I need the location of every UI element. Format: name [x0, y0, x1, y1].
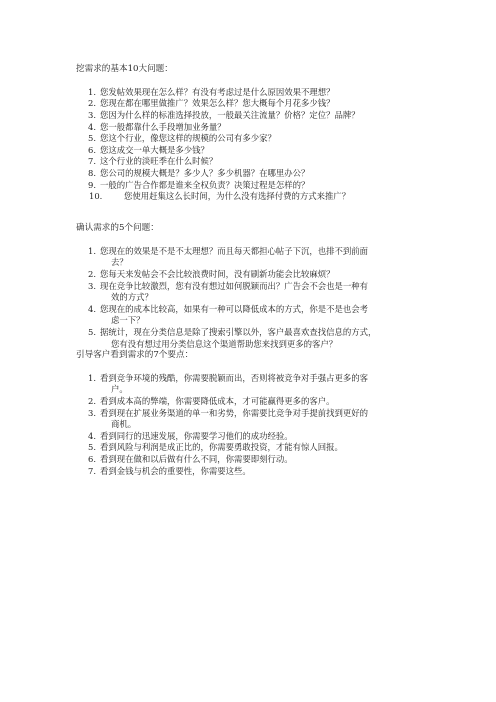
- list-item: 4. 您一般都靠什么手段增加业务量？: [88, 121, 226, 132]
- list-item: 6. 看到现在做和以后做有什么不同，你需要即刻行动。: [88, 454, 293, 465]
- list-item: 2. 您每天来发帖会不会比较浪费时间，没有刷新功能会比较麻烦？: [88, 269, 335, 280]
- list-item: 1. 看到竞争环境的残酷，你需要脱颖而出，否则将被竞争对手强占更多的客 户。: [88, 372, 368, 395]
- list-item: 2. 看到成本高的弊端，你需要降低成本，才可能赢得更多的客户。: [88, 396, 335, 407]
- section-heading: 挖需求的基本10大问题：: [76, 64, 173, 74]
- list-item: 9. 一般的广告合作都是谁来全权负责？决策过程是怎样的？: [88, 179, 310, 190]
- list-item: 6. 您这成交一单大概是多少钱？: [88, 144, 209, 155]
- list-item: 5. 看到风险与利润是成正比的，你需要勇敢投资，才能有惊人回报。: [88, 442, 343, 453]
- confirm-list: [76, 246, 416, 350]
- list-item: 2. 您现在都在哪里做推广？效果怎么样？您大概每个月花多少钱？: [88, 98, 335, 109]
- list-item: 8. 您公司的规模大概是？多少人？多少机器？在哪里办公？: [88, 168, 310, 179]
- list-item: 3. 看到现在扩展业务渠道的单一和劣势，你需要比竞争对手提前找到更好的 商机。: [88, 407, 368, 430]
- list-item: 5. 据统计，现在分类信息是除了搜索引擎以外，客户最喜欢查找信息的方式， 您有没有想过用分类信息这个渠道帮助您来找到更多的客户？: [88, 327, 377, 349]
- list-item: 3. 现在竞争比较激烈，您有没有想过如何脱颖而出？广告会不会也是一种有 效的方式？: [88, 280, 368, 303]
- list-item: 1. 您现在的效果是不是不太理想？而且每天都担心帖子下沉，也排不到前面 去？: [88, 245, 368, 268]
- section-guide-points: [76, 350, 416, 477]
- list-item: 10. 您使用赶集这么长时间，为什么没有选择付费的方式来推广？: [89, 191, 351, 202]
- question-list: [76, 87, 416, 203]
- list-item: 7. 这个行业的淡旺季在什么时候？: [88, 156, 218, 167]
- list-item: 7. 看到金钱与机会的重要性，你需要这些。: [88, 465, 251, 476]
- list-item: 1. 您发帖效果现在怎么样？有没有考虑过是什么原因效果不理想？: [88, 86, 335, 97]
- list-item: 3. 您因为什么样的标准选择投放，一般最关注流量？价格？定位？品牌？: [88, 110, 360, 121]
- list-item: 4. 看到同行的迅速发展，你需要学习他们的成功经验。: [88, 430, 293, 441]
- section-basic-questions: [76, 64, 416, 203]
- section-heading: 引导客户看到需求的7个要点：: [76, 350, 194, 360]
- list-item: 5. 您这个行业，像您这样的规模的公司有多少家？: [88, 133, 276, 144]
- section-confirm-questions: [76, 223, 416, 350]
- guide-list: [76, 373, 416, 477]
- section-heading: 确认需求的5个问题：: [76, 223, 159, 233]
- list-item: 4. 您现在的成本比较高，如果有一种可以降低成本的方式，你是不是也会考 虑一下？: [88, 303, 368, 326]
